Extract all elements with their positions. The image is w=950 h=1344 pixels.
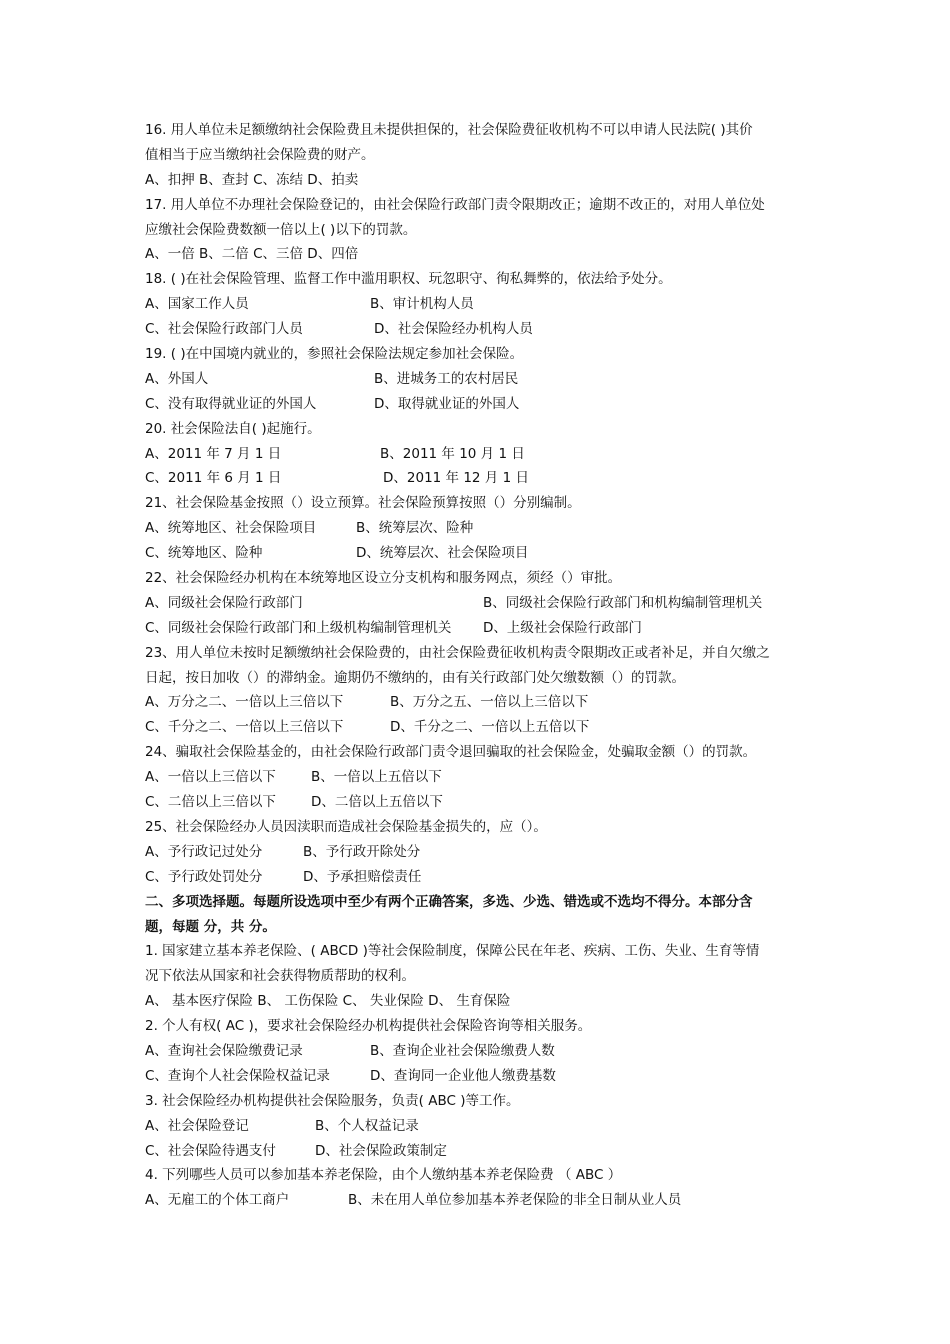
question-23-stem-line-2: 日起，按日加收（）的滞纳金。逾期仍不缴纳的，由有关行政部门处欠缴数额（）的罚款。 [145,669,685,686]
option-c: C、同级社会保险行政部门和上级机构编制管理机关 [145,619,452,636]
option-b: B、同级社会保险行政部门和机构编制管理机关 [483,594,763,611]
multi-question-1-stem-line-1: 1. 国家建立基本养老保险、( ABCD )等社会保险制度，保障公民在年老、疾病、工伤、失业、生育等情 [145,943,760,960]
option-b: B、万分之五、一倍以上三倍以下 [390,694,589,711]
option-c: C、千分之二、一倍以上三倍以下 [145,719,344,736]
question-22-options-ab [145,591,815,616]
section-2-heading-line-1: 二、多项选择题。每题所设选项中至少有两个正确答案，多选、少选、错选或不选均不得分。本部分含 [145,893,753,910]
multi-question-3-options-ab [145,1114,815,1139]
option-b: B、进城务工的农村居民 [374,370,519,387]
question-24-stem: 24、骗取社会保险基金的，由社会保险行政部门责令退回骗取的社会保险金，处骗取金额（）的罚款。 [145,744,757,761]
option-d: D、二倍以上五倍以下 [311,794,443,811]
option-a: A、无雇工的个体工商户 [145,1192,290,1209]
option-c: C、没有取得就业证的外国人 [145,395,317,412]
question-25-options-cd [145,865,815,890]
option-d: D、社会保险政策制定 [315,1142,447,1159]
option-a: A、2011 年 7 月 1 日 [145,445,282,462]
option-a: A、统筹地区、社会保险项目 [145,520,317,537]
option-d: D、查询同一企业他人缴费基数 [370,1067,556,1084]
question-20-options-ab [145,442,815,467]
option-d: D、2011 年 12 月 1 日 [383,470,529,487]
option-d: D、取得就业证的外国人 [374,395,520,412]
option-a: A、外国人 [145,370,209,387]
question-19-options-cd [145,392,815,417]
multi-question-2-options-cd [145,1064,815,1089]
question-17-options: A、一倍 B、二倍 C、三倍 D、四倍 [145,246,359,263]
option-d: D、千分之二、一倍以上五倍以下 [390,719,590,736]
question-list [145,118,815,1213]
question-21-options-ab [145,516,815,541]
question-22-stem: 22、社会保险经办机构在本统筹地区设立分支机构和服务网点，须经（）审批。 [145,570,622,587]
option-a: A、国家工作人员 [145,296,249,313]
multi-question-3-options-cd [145,1139,815,1164]
question-24-options-cd [145,790,815,815]
question-21-stem: 21、社会保险基金按照（）设立预算。社会保险预算按照（）分别编制。 [145,495,581,512]
question-23-stem-line-1: 23、用人单位未按时足额缴纳社会保险费的，由社会保险费征收机构责令限期改正或者补足，并自欠缴之 [145,644,770,661]
option-c: C、二倍以上三倍以下 [145,794,276,811]
option-a: A、一倍以上三倍以下 [145,769,276,786]
multi-question-3-stem: 3. 社会保险经办机构提供社会保险服务，负责( ABC )等工作。 [145,1092,520,1109]
question-16-stem-line-1: 16. 用人单位未足额缴纳社会保险费且未提供担保的，社会保险费征收机构不可以申请人民法院( )其价 [145,122,753,138]
section-2-heading-line-2: 题，每题 分，共 分。 [145,918,276,935]
question-17-stem-line-1: 17. 用人单位不办理社会保险登记的，由社会保险行政部门责令限期改正；逾期不改正的，对用人单位处 [145,196,765,213]
question-19-stem: 19. ( )在中国境内就业的，参照社会保险法规定参加社会保险。 [145,346,524,363]
option-c: C、社会保险行政部门人员 [145,321,303,338]
option-c: C、查询个人社会保险权益记录 [145,1067,330,1084]
option-a: A、社会保险登记 [145,1117,249,1134]
question-25-options-ab [145,840,815,865]
option-d: D、上级社会保险行政部门 [483,619,642,636]
option-c: C、予行政处罚处分 [145,868,263,885]
option-c: C、统筹地区、险种 [145,545,263,562]
option-b: B、未在用人单位参加基本养老保险的非全日制从业人员 [348,1192,682,1209]
question-20-stem: 20. 社会保险法自( )起施行。 [145,420,321,437]
option-a: A、予行政记过处分 [145,843,263,860]
option-d: D、统筹层次、社会保险项目 [356,545,529,562]
option-b: B、个人权益记录 [315,1117,419,1134]
question-16-options: A、扣押 B、查封 C、冻结 D、拍卖 [145,171,359,188]
multi-question-4-stem: 4. 下列哪些人员可以参加基本养老保险，由个人缴纳基本养老保险费 （ ABC ） [145,1167,622,1184]
multi-question-1-stem-line-2: 况下依法从国家和社会获得物质帮助的权利。 [145,968,415,985]
option-b: B、2011 年 10 月 1 日 [380,445,525,462]
option-a: A、同级社会保险行政部门 [145,594,303,611]
question-21-options-cd [145,541,815,566]
multi-question-2-options-ab [145,1039,815,1064]
option-b: B、查询企业社会保险缴费人数 [370,1042,555,1059]
option-d: D、社会保险经办机构人员 [374,321,533,338]
question-18-options-cd [145,317,815,342]
question-23-options-ab [145,690,815,715]
option-b: B、审计机构人员 [370,296,474,313]
question-18-stem: 18. ( )在社会保险管理、监督工作中滥用职权、玩忽职守、徇私舞弊的，依法给予处分。 [145,271,672,288]
question-17-stem-line-2: 应缴社会保险费数额一倍以上( )以下的罚款。 [145,221,417,238]
question-23-options-cd [145,715,815,740]
option-a: A、万分之二、一倍以上三倍以下 [145,694,344,711]
multi-question-1-options: A、 基本医疗保险 B、 工伤保险 C、 失业保险 D、 生育保险 [145,993,511,1010]
option-b: B、一倍以上五倍以下 [311,769,442,786]
multi-question-4-options-ab [145,1188,815,1213]
option-a: A、查询社会保险缴费记录 [145,1042,303,1059]
option-d: D、予承担赔偿责任 [303,868,422,885]
question-18-options-ab [145,292,815,317]
question-19-options-ab [145,367,815,392]
option-c: C、2011 年 6 月 1 日 [145,470,282,487]
option-b: B、予行政开除处分 [303,843,421,860]
question-16-stem-line-2: 值相当于应当缴纳社会保险费的财产。 [145,146,375,163]
question-25-stem: 25、社会保险经办人员因渎职而造成社会保险基金损失的，应（）。 [145,818,547,835]
option-c: C、社会保险待遇支付 [145,1142,276,1159]
question-20-options-cd [145,466,815,491]
question-22-options-cd [145,616,815,641]
multi-question-2-stem: 2. 个人有权( AC )，要求社会保险经办机构提供社会保险咨询等相关服务。 [145,1018,592,1035]
option-b: B、统筹层次、险种 [356,520,474,537]
question-24-options-ab [145,765,815,790]
